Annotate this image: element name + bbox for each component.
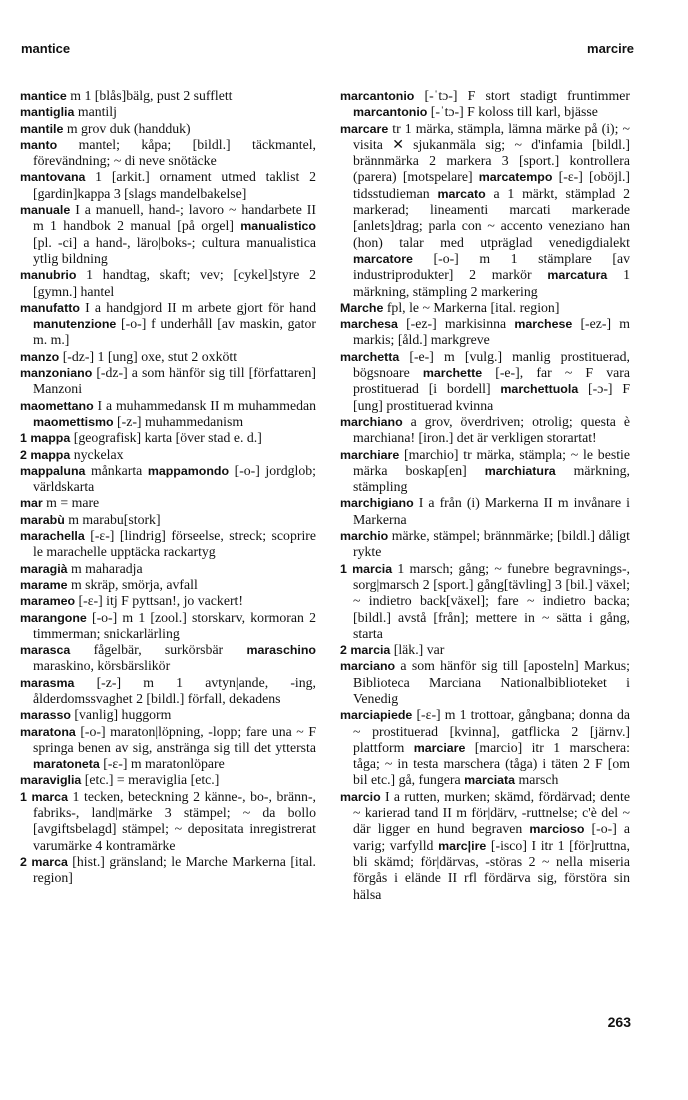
headword: marchiatura xyxy=(484,463,556,478)
dictionary-entry xyxy=(20,169,316,202)
dictionary-entry xyxy=(340,789,630,903)
headword: marcatempo xyxy=(478,170,553,185)
definition-text: [-ɛ-] m 1 trottoar, gångbana; donna da ~ prostituerad [kvinna], gatflicka 2 [järnv.] plattform xyxy=(353,707,630,755)
definition-text: [-o-] m 1 stämplare [av industriprodukter] 2 markör xyxy=(353,250,630,283)
dictionary-entry xyxy=(20,642,316,675)
headword: 2 marcia xyxy=(340,643,391,658)
definition-text: m skräp, smörja, avfall xyxy=(67,576,198,592)
dictionary-entry xyxy=(340,707,630,788)
dictionary-entry xyxy=(20,267,316,300)
dictionary-entry xyxy=(340,561,630,642)
headword: maraviglia xyxy=(20,773,82,788)
headword: maratona xyxy=(20,724,76,739)
definition-text: [vanlig] huggorm xyxy=(70,707,172,723)
headword: mantice xyxy=(20,89,67,103)
dictionary-entry xyxy=(20,88,316,104)
dictionary-entry xyxy=(20,349,316,365)
dictionary-entry xyxy=(340,316,630,349)
dictionary-entry xyxy=(340,300,630,316)
definition-text: [-dz-] 1 [ung] oxe, stut 2 oxkött xyxy=(59,348,238,364)
headword: marchese xyxy=(514,317,573,332)
dictionary-entry xyxy=(20,398,316,431)
definition-text: [hist.] gränsland; le Marche Markerna [ital. region] xyxy=(33,853,316,886)
definition-text: 1 [arkit.] ornament utmed taklist 2 [gardin]kappa 3 [slags mandelbakelse] xyxy=(33,169,316,201)
definition-text: m marabu[stork] xyxy=(64,511,161,527)
definition-text: m grov duk (handduk) xyxy=(63,120,191,136)
definition-text: I a muhammedansk II m muhammedan xyxy=(93,397,316,413)
headword: marameo xyxy=(20,594,76,609)
definition-text: mantilj xyxy=(74,104,117,120)
dictionary-entry xyxy=(340,121,630,300)
definition-text: [-o-] jordglob; världskarta xyxy=(33,462,316,495)
headword: marasca xyxy=(20,643,71,658)
headword: manubrio xyxy=(20,268,77,283)
dictionary-entry xyxy=(20,137,316,170)
headword: marciano xyxy=(340,659,396,674)
dictionary-entry xyxy=(20,577,316,593)
definition-text: [-o-] m 1 [zool.] storskarv, kormoran 2 timmerman; snickarlärling xyxy=(33,609,316,641)
definition-text: [-ɛ-] [lindrig] förseelse, streck; scoprire le marachelle upptäcka rackartyg xyxy=(33,528,316,560)
headword: marcare xyxy=(340,121,389,136)
headword: marame xyxy=(20,577,68,592)
headword: maratoneta xyxy=(33,757,100,772)
dictionary-entry xyxy=(20,854,316,887)
headword: Marche xyxy=(340,300,384,315)
dictionary-entry xyxy=(340,528,630,561)
dictionary-entry xyxy=(20,202,316,267)
definition-text: I a från (i) Markerna II m invånare i Markerna xyxy=(353,495,630,527)
headword: maomettismo xyxy=(33,414,114,429)
definition-text: [marcio] itr 1 marschera: tåga; ~ in testa marschera (tåga) i täten 2 F [om bil etc.] gå, fungera xyxy=(353,739,630,788)
definition-text: I a manuell, hand-; lavoro ~ handarbete II m 1 handbok 2 manual [på orgel] xyxy=(33,202,316,234)
dictionary-entry xyxy=(20,121,316,137)
definition-text: [-ɛ-] [oböjl.] tidsstudieman xyxy=(353,169,630,201)
running-head-left: mantice xyxy=(21,41,71,56)
headword: manualistico xyxy=(240,219,316,234)
definition-text: 1 tecken, beteckning 2 känne-, bo-, bränn-, fabriks-, land|märke 3 stämpel; ~ da bollo [avgiftsbelagd] stämpel; ~ depositata inregistrerat varumärke 4 kontramärke xyxy=(33,788,316,853)
headword: 1 marca xyxy=(20,789,68,804)
dictionary-entry xyxy=(20,104,316,120)
headword: marchetta xyxy=(340,349,400,364)
headword: marchiare xyxy=(340,447,400,462)
headword: 1 mappa xyxy=(20,431,71,446)
headword: marabù xyxy=(20,512,65,527)
headword: mappamondo xyxy=(147,463,230,478)
dictionary-entry xyxy=(20,512,316,528)
headword: 1 marcia xyxy=(340,561,393,576)
definition-text: månkarta xyxy=(85,462,148,478)
headword: marchesa xyxy=(340,317,398,332)
dictionary-entry xyxy=(20,789,316,854)
headword: marchigiano xyxy=(340,496,414,511)
definition-text: [-z-] m 1 avtyn|ande, -ing, ålderdomssvaghet 2 [bildl.] förfall, dekadens xyxy=(33,674,316,706)
headword: marcato xyxy=(437,186,486,201)
dictionary-entry xyxy=(20,495,316,511)
headword: marangone xyxy=(20,610,87,625)
page-number: 263 xyxy=(607,1014,631,1030)
headword: marciapiede xyxy=(340,708,413,723)
headword: manufatto xyxy=(20,300,80,315)
definition-text: a 1 märkt, stämplad 2 markerad; lineamenti marcati markerade [anlets]drag; parla con ~ accento veneziano han (hon) talar med utpräglad venedigdialekt xyxy=(353,185,631,250)
headword: maragià xyxy=(20,561,68,576)
dictionary-entry xyxy=(340,349,630,414)
dictionary-entry xyxy=(20,447,316,463)
headword: marchette xyxy=(422,366,483,381)
dictionary-entry xyxy=(20,300,316,349)
headword: marcioso xyxy=(529,822,585,837)
dictionary-entry xyxy=(20,365,316,398)
definition-text: 1 märkning, stämpling 2 markering xyxy=(353,267,630,299)
headword: manutenzione xyxy=(33,317,117,332)
definition-text: [pl. -ci] a hand-, lärо|boks-; cultura manualistica ytlig bildning xyxy=(33,234,316,266)
definition-text: [-e-] m [vulg.] manlig prostituerad, bögsnoare xyxy=(353,348,630,381)
dictionary-entry xyxy=(20,430,316,446)
definition-text: mantel; kåpa; [bildl.] täckmantel, förevändning; ~ di neve snötäcke xyxy=(33,136,316,169)
headword: marcantonio xyxy=(340,89,415,103)
definition-text: [-ez-] m markis; [åld.] markgreve xyxy=(353,316,630,348)
headword: marciata xyxy=(464,773,516,788)
definition-text: [-isco] I itr 1 [för]ruttna, bli skämd; för|därvas, -störas 2 ~ nella miseria förgås i elände II rfl fördärva sig, förstöra sin hälsa xyxy=(353,837,630,902)
dictionary-entry xyxy=(20,772,316,788)
headword: manzoniano xyxy=(20,366,93,381)
dictionary-entry xyxy=(20,528,316,561)
headword: mantovana xyxy=(20,170,86,185)
definition-text: [-ɔ-] F [ung] prostituerad kvinna xyxy=(353,381,630,413)
definition-text: [-o-] maraton|löpning, -lopp; fare una ~ F springa benen av sig, anstränga sig till det yttersta xyxy=(33,723,316,755)
headword: mappaluna xyxy=(20,463,86,478)
headword: maraschino xyxy=(246,643,316,658)
headword: marachella xyxy=(20,529,85,544)
headword: marc|ire xyxy=(438,838,487,853)
dictionary-entry xyxy=(20,610,316,643)
definition-text: [geografisk] karta [över stad e. d.] xyxy=(70,430,262,446)
definition-text: fågelbär, surkörsbär xyxy=(70,642,247,658)
dictionary-entry xyxy=(20,561,316,577)
definition-text: m = mare xyxy=(42,495,100,511)
definition-text: [-ˈtɔ-] F koloss till karl, bjässe xyxy=(427,104,598,120)
running-head-right: marcire xyxy=(587,41,634,56)
definition-text: m 1 [blås]bälg, pust 2 sufflett xyxy=(66,88,233,103)
definition-text: 1 handtag, skaft; vev; [cykel]styre 2 [gymn.] hantel xyxy=(33,267,316,299)
definition-text: [läk.] var xyxy=(390,642,445,658)
headword: manto xyxy=(20,137,58,152)
headword: marcatura xyxy=(547,268,608,283)
definition-text: fpl, le ~ Markerna [ital. region] xyxy=(383,299,560,315)
headword: maomettano xyxy=(20,398,94,413)
dictionary-entry xyxy=(340,658,630,707)
definition-text: [-e-], far ~ F vara prostituerad [i bordell] xyxy=(353,365,630,397)
definition-text: [-o-] a varig; varfylld xyxy=(353,821,630,853)
dictionary-entry xyxy=(340,414,630,447)
dictionary-entry xyxy=(20,463,316,496)
definition-text: I a rutten, murken; skämd, fördärvad; dente ~ karierad tand II m för|därv, -ruttnelse; c'è del ~ där ligger en hund begraven xyxy=(353,788,630,837)
definition-text: [-ˈtɔ-] F stort stadigt fruntimmer xyxy=(414,88,630,103)
headword: 2 mappa xyxy=(20,447,71,462)
definition-text: a grov, överdriven; otrolig; questa è marchiana! [iron.] det är verkligen storartat! xyxy=(353,413,630,446)
dictionary-entry xyxy=(20,724,316,773)
headword: manuale xyxy=(20,203,71,218)
definition-text: [marchio] tr märka, stämpla; ~ le bestie märka boskap[en] xyxy=(353,446,630,478)
headword: mantile xyxy=(20,121,64,136)
dictionary-entry xyxy=(340,642,630,658)
definition-text: [-ez-] markisinna xyxy=(397,316,515,332)
definition-text: märkning, stämpling xyxy=(353,462,630,495)
headword: marciare xyxy=(413,740,466,755)
definition-text: [etc.] = meraviglia [etc.] xyxy=(81,772,220,788)
headword: marchettuola xyxy=(500,382,579,397)
headword: mantiglia xyxy=(20,105,75,120)
right-column xyxy=(340,88,630,903)
definition-text: [-z-] muhammedanism xyxy=(113,413,244,429)
headword: marchio xyxy=(340,529,389,544)
definition-text: I a handgjord II m arbete gjort för hand xyxy=(79,299,316,315)
dictionary-entry xyxy=(340,447,630,496)
definition-text: marsch xyxy=(515,772,559,788)
left-column xyxy=(20,88,316,887)
headword: marcantonio xyxy=(353,105,428,120)
headword: marasso xyxy=(20,708,71,723)
definition-text: [-dz-] a som hänför sig till [författaren] Manzoni xyxy=(33,365,316,397)
dictionary-entry xyxy=(340,495,630,528)
definition-text: a som hänför sig till [aposteln] Markus; Biblioteca Marciana Nationalbiblioteket i Venedig xyxy=(353,658,630,706)
definition-text: [-o-] f underhåll [av maskin, gator m. m.] xyxy=(33,316,316,348)
definition-text: märke, stämpel; brännmärke; [bildl.] dåligt rykte xyxy=(353,528,630,560)
headword: marcatore xyxy=(353,251,413,266)
definition-text: 1 marsch; gång; ~ funebre begravnings-, sorg|marsch 2 [sport.] gång[tävling] 3 [bil.] växel; ~ indietro back[växel]; fare ~ indietro backa; [bildl.] avstå [från]; mettere in ~ sätta i gång, starta xyxy=(353,560,630,641)
headword: marasma xyxy=(20,675,75,690)
definition-text: [-ɛ-] itj F pyttsan!, jo vackert! xyxy=(75,593,243,609)
headword: marcio xyxy=(340,789,381,804)
headword: mar xyxy=(20,496,43,511)
dictionary-entry xyxy=(20,593,316,609)
headword: marchiano xyxy=(340,414,403,429)
definition-text: nyckelax xyxy=(70,446,124,462)
dictionary-entry xyxy=(340,88,630,121)
definition-text: m maharadja xyxy=(67,560,143,576)
definition-text: [-ɛ-] m maratonlöpare xyxy=(99,756,225,772)
definition-text: maraskino, körsbärslikör xyxy=(33,658,171,674)
dictionary-entry xyxy=(20,707,316,723)
headword: manzo xyxy=(20,349,60,364)
definition-text: tr 1 märka, stämpla, lämna märke på (i); ~ visita ✕ sjukanmäla sig; ~ d'infamia [bildl.] brännmärka 2 markera 3 [sport.] kontrollera (parera) [motspelare] xyxy=(353,120,630,185)
headword: 2 marca xyxy=(20,854,68,869)
dictionary-entry xyxy=(20,675,316,708)
